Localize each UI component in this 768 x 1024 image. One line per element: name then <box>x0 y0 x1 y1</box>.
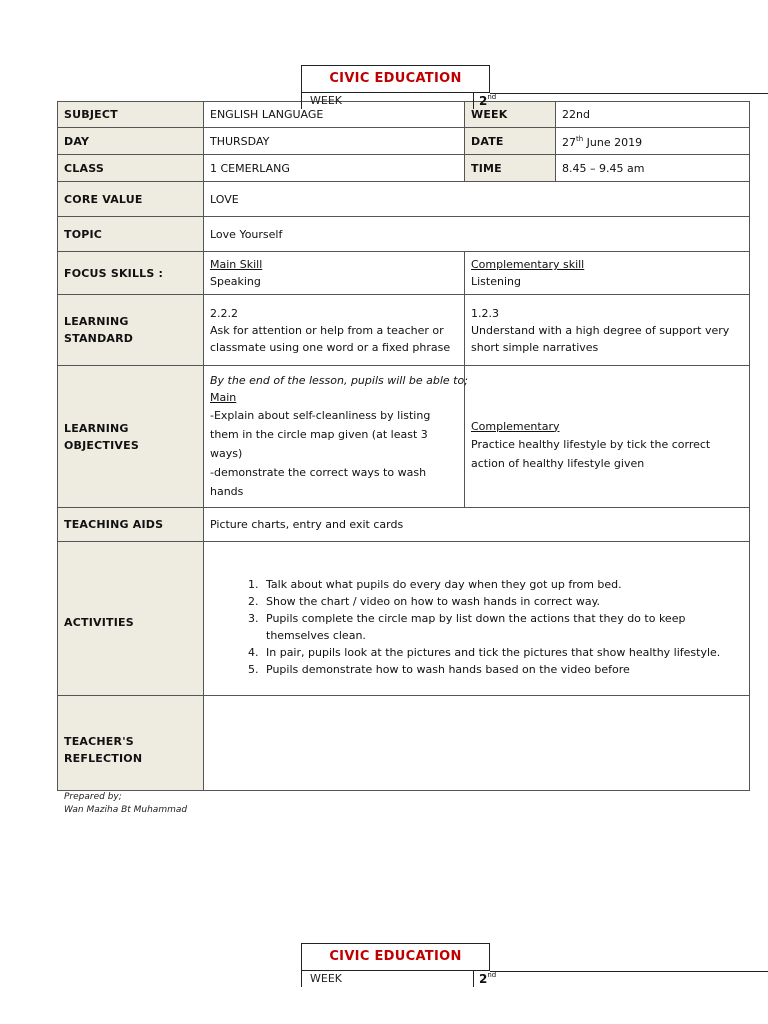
complementary-standard-cell <box>465 295 750 366</box>
focus-skills-label: FOCUS SKILLS : <box>58 252 204 295</box>
main-skill-value: Speaking <box>210 275 261 288</box>
reflection-cell[interactable] <box>204 696 750 791</box>
prepared-by-name: Wan Maziha Bt Muhammad <box>64 805 188 815</box>
focus-skills-row <box>58 252 750 295</box>
class-value: 1 CEMERLANG <box>204 155 465 182</box>
class-row <box>58 155 750 182</box>
teaching-aids-row <box>58 508 750 542</box>
complementary-skill-cell <box>465 252 750 295</box>
day-row <box>58 128 750 155</box>
complementary-objectives-heading: Complementary <box>471 419 560 433</box>
main-objectives-heading: Main <box>210 391 237 404</box>
week-strip-number: 2nd <box>479 93 497 108</box>
learning-objectives-label: LEARNING OBJECTIVES <box>58 366 204 508</box>
core-value-value: LOVE <box>204 182 750 217</box>
week-value: 22nd <box>556 102 750 128</box>
learning-standard-label: LEARNING STANDARD <box>58 295 204 366</box>
main-skill-heading: Main Skill <box>210 258 263 271</box>
activities-list <box>210 576 743 678</box>
main-skill-cell <box>204 252 465 295</box>
prepared-by-label: Prepared by; <box>64 792 122 802</box>
complementary-skill-heading: Complementary skill <box>471 258 585 271</box>
week-strip-label: WEEK <box>310 94 342 107</box>
objectives-intro: By the end of the lesson, pupils will be able to; <box>210 374 468 387</box>
complementary-objectives-cell <box>465 366 750 508</box>
activity-item: 5. Pupils demonstrate how to wash hands based on the video before <box>262 661 743 678</box>
activities-row <box>58 542 750 696</box>
day-label: DAY <box>58 128 204 155</box>
complementary-standard-code: 1.2.3 <box>471 306 499 320</box>
lesson-plan-table <box>57 101 750 791</box>
time-label: TIME <box>465 155 556 182</box>
main-objective-1: -Explain about self-cleanliness by listing them in the circle map given (at least 3 ways) <box>210 409 431 460</box>
week-strip-top <box>301 93 768 109</box>
activity-item: 3. Pupils complete the circle map by list down the actions that they do to keep themselves clean. <box>262 610 743 644</box>
date-value: 27th June 2019 <box>556 128 750 155</box>
reflection-row <box>58 696 750 791</box>
week-strip-number: 2nd <box>479 971 497 986</box>
complementary-standard-text: Understand with a high degree of support very short simple narratives <box>471 323 730 354</box>
subject-value: ENGLISH LANGUAGE <box>204 102 465 128</box>
activities-label: ACTIVITIES <box>58 542 204 696</box>
main-standard-cell <box>204 295 465 366</box>
topic-value: Love Yourself <box>204 217 750 252</box>
activity-item: 4. In pair, pupils look at the pictures and tick the pictures that show healthy lifestyle. <box>262 644 743 661</box>
prepared-by-note <box>64 791 187 817</box>
core-value-label: CORE VALUE <box>58 182 204 217</box>
day-value: THURSDAY <box>204 128 465 155</box>
activity-item: 1. Talk about what pupils do every day when they got up from bed. <box>262 576 743 593</box>
learning-standard-row <box>58 295 750 366</box>
activity-item: 2. Show the chart / video on how to wash hands in correct way. <box>262 593 743 610</box>
main-objective-2: -demonstrate the correct ways to wash hands <box>210 466 427 498</box>
main-objectives-cell <box>204 366 468 508</box>
complementary-skill-value: Listening <box>471 275 521 288</box>
subject-label: SUBJECT <box>58 102 204 128</box>
week-label: WEEK <box>465 102 556 128</box>
teaching-aids-label: TEACHING AIDS <box>58 508 204 542</box>
date-label: DATE <box>465 128 556 155</box>
learning-objectives-row <box>58 366 750 508</box>
week-strip-label: WEEK <box>310 972 342 985</box>
topic-label: TOPIC <box>58 217 204 252</box>
week-strip-bottom <box>301 971 768 987</box>
civic-education-banner: CIVIC EDUCATION <box>301 65 490 93</box>
reflection-label: TEACHER'S REFLECTION <box>58 696 204 791</box>
activities-cell <box>204 542 750 696</box>
topic-row <box>58 217 750 252</box>
main-standard-code: 2.2.2 <box>210 306 238 320</box>
civic-education-banner-bottom: CIVIC EDUCATION <box>301 943 490 971</box>
main-standard-text: Ask for attention or help from a teacher or classmate using one word or a fixed phrase <box>210 323 451 354</box>
core-value-row <box>58 182 750 217</box>
class-label: CLASS <box>58 155 204 182</box>
teaching-aids-value: Picture charts, entry and exit cards <box>204 508 750 542</box>
time-value: 8.45 – 9.45 am <box>556 155 750 182</box>
complementary-objective-1: Practice healthy lifestyle by tick the correct action of healthy lifestyle given <box>471 437 711 470</box>
